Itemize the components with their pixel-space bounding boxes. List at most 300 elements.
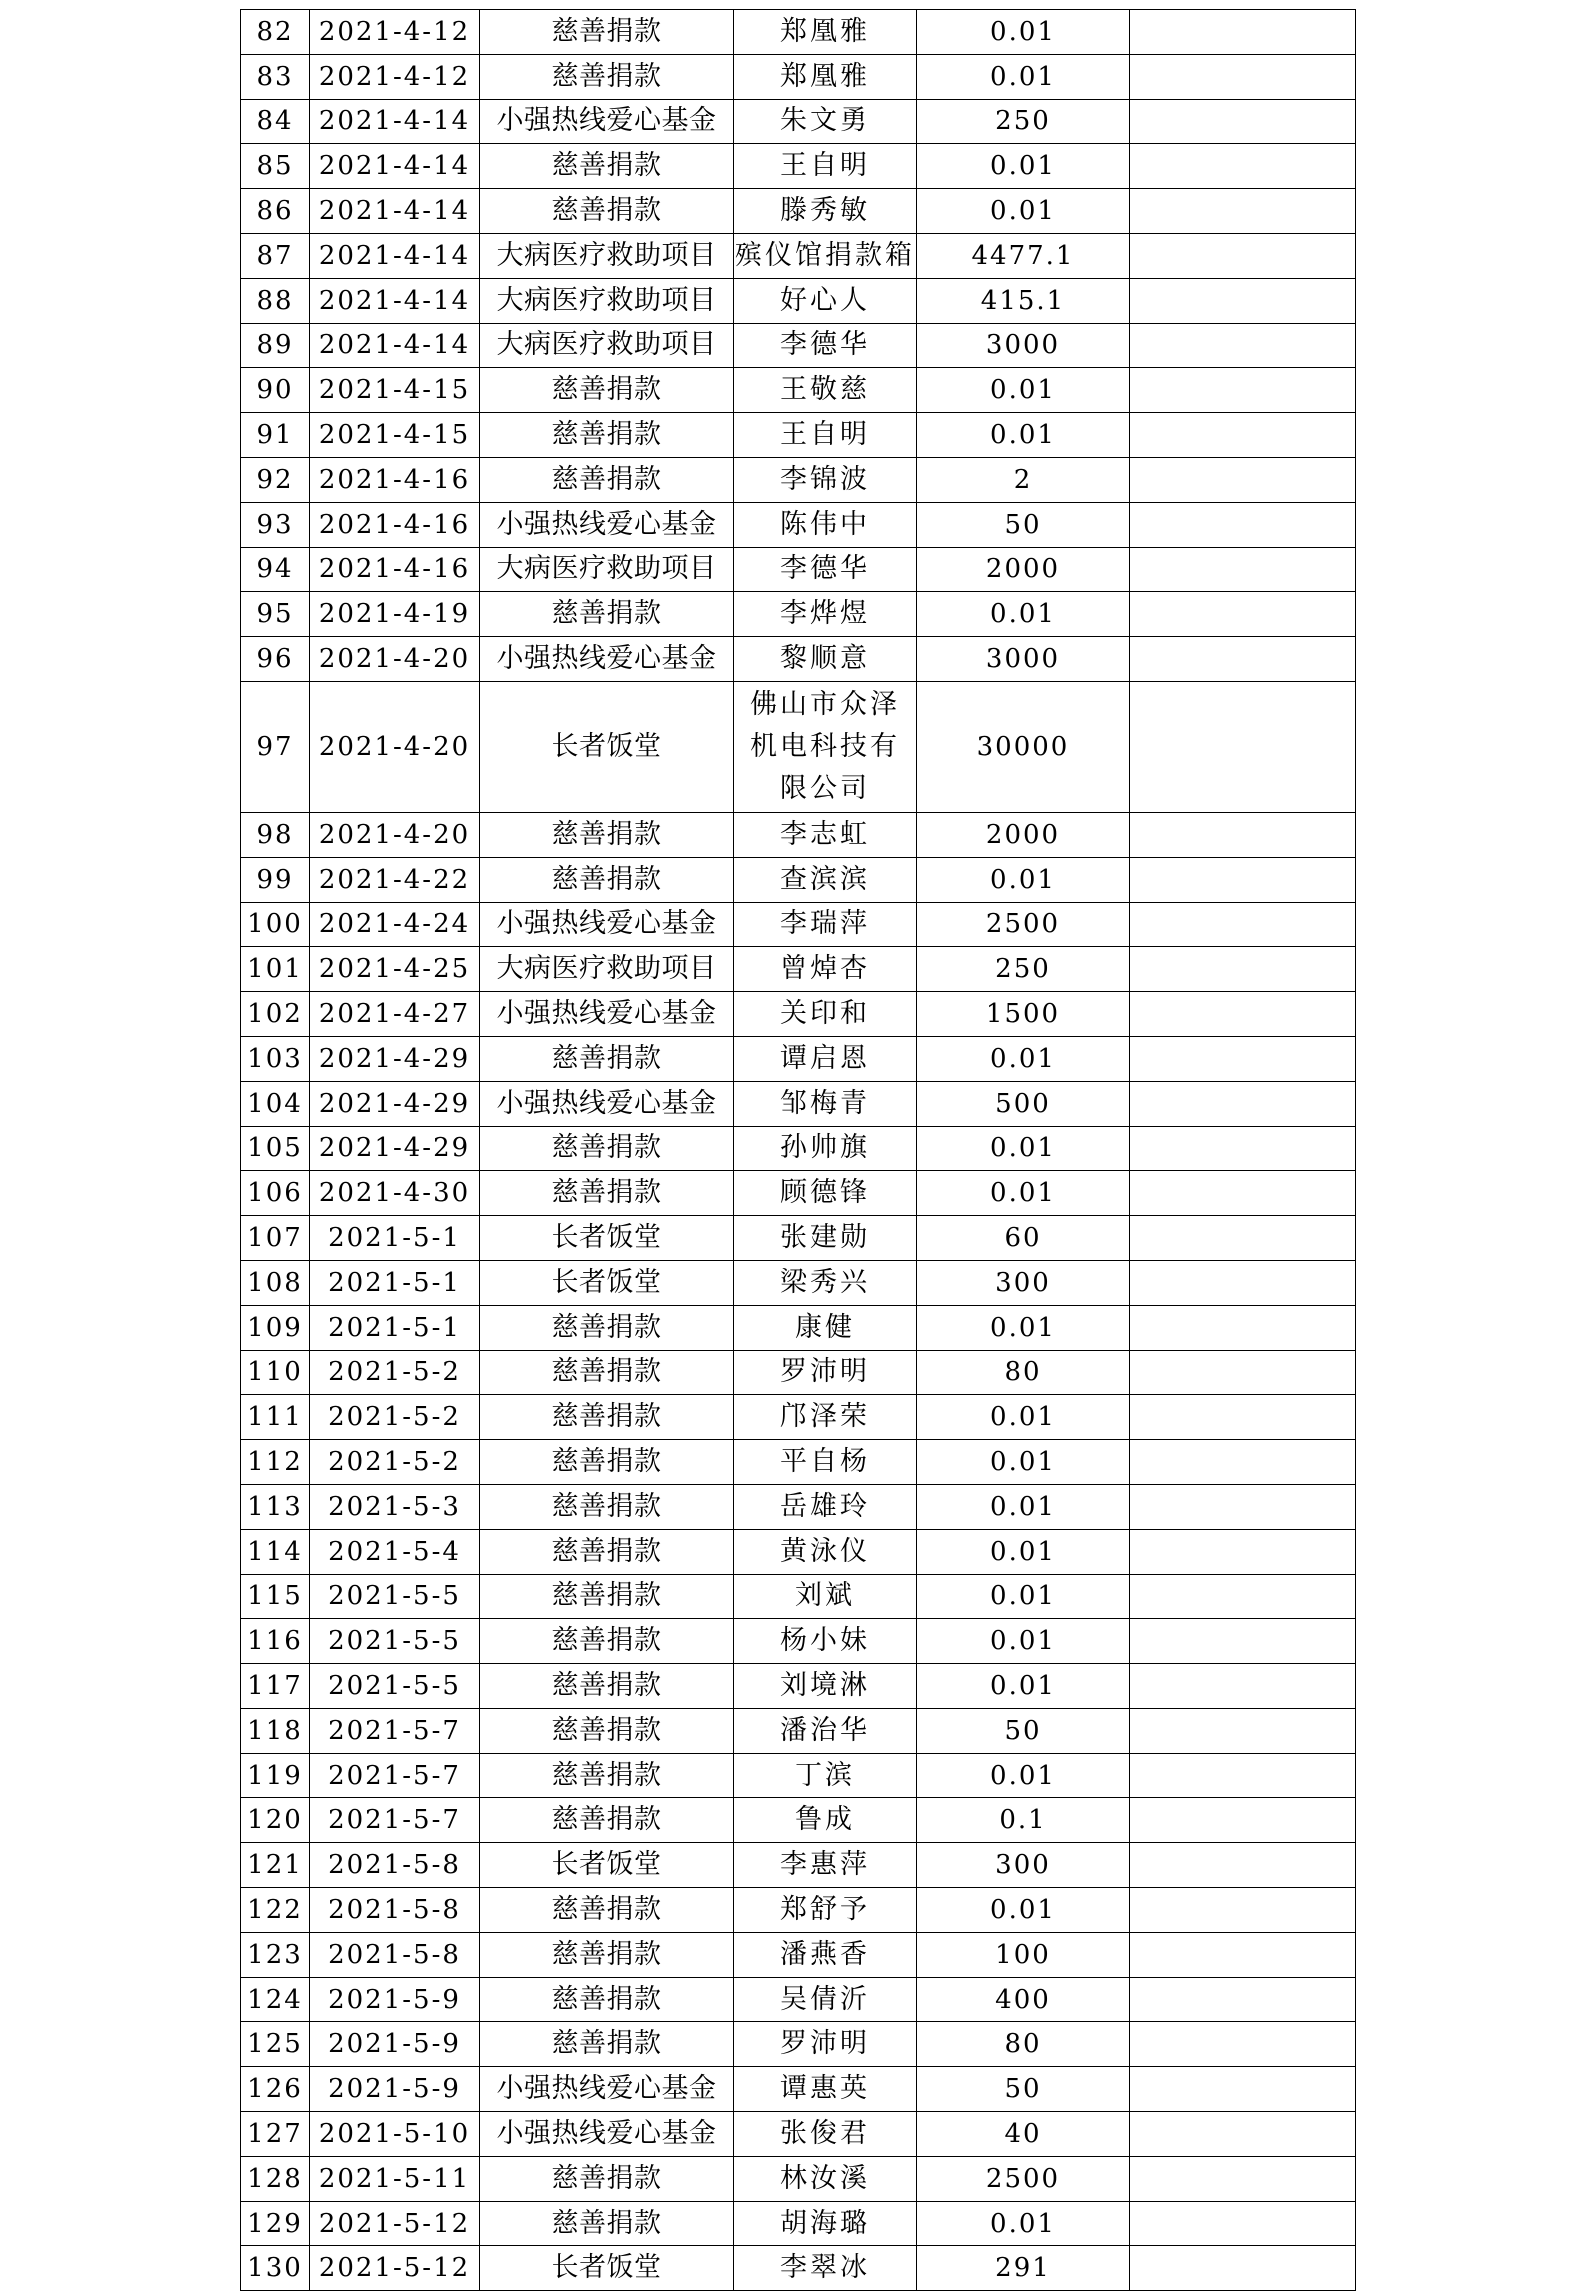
table-row (241, 681, 1356, 812)
cell-note (1130, 547, 1356, 592)
cell-date: 2021-5-1 (310, 1305, 480, 1350)
cell-note (1130, 2067, 1356, 2112)
cell-date: 2021-5-1 (310, 1260, 480, 1305)
cell-note (1130, 812, 1356, 857)
cell-number: 94 (241, 547, 310, 592)
table-row (241, 1888, 1356, 1933)
table-row (241, 2201, 1356, 2246)
cell-note (1130, 144, 1356, 189)
table-row (241, 368, 1356, 413)
cell-amount: 80 (917, 1350, 1130, 1395)
cell-amount: 0.01 (917, 1440, 1130, 1485)
table-row (241, 278, 1356, 323)
cell-note (1130, 1843, 1356, 1888)
cell-donor: 曾焯杏 (734, 947, 917, 992)
cell-amount: 50 (917, 502, 1130, 547)
cell-note (1130, 2246, 1356, 2291)
cell-donor: 佛山市众泽机电科技有限公司 (734, 681, 917, 812)
cell-note (1130, 1126, 1356, 1171)
cell-amount: 3000 (917, 637, 1130, 682)
cell-amount: 0.01 (917, 857, 1130, 902)
table-row (241, 99, 1356, 144)
cell-date: 2021-4-20 (310, 637, 480, 682)
cell-donor: 平自杨 (734, 1440, 917, 1485)
cell-note (1130, 1932, 1356, 1977)
cell-amount: 0.01 (917, 1753, 1130, 1798)
cell-date: 2021-5-7 (310, 1708, 480, 1753)
table-row (241, 2022, 1356, 2067)
cell-date: 2021-5-4 (310, 1529, 480, 1574)
cell-date: 2021-5-12 (310, 2201, 480, 2246)
cell-date: 2021-4-14 (310, 144, 480, 189)
cell-project: 小强热线爱心基金 (480, 2112, 734, 2157)
cell-amount: 100 (917, 1932, 1130, 1977)
cell-donor: 李德华 (734, 323, 917, 368)
cell-number: 89 (241, 323, 310, 368)
cell-date: 2021-4-15 (310, 368, 480, 413)
cell-note (1130, 1216, 1356, 1261)
cell-amount: 30000 (917, 681, 1130, 812)
cell-donor: 李惠萍 (734, 1843, 917, 1888)
cell-number: 128 (241, 2156, 310, 2201)
table-row (241, 1619, 1356, 1664)
cell-amount: 0.1 (917, 1798, 1130, 1843)
cell-project: 慈善捐款 (480, 1350, 734, 1395)
cell-donor: 李瑞萍 (734, 902, 917, 947)
cell-number: 124 (241, 1977, 310, 2022)
cell-donor: 杨小妹 (734, 1619, 917, 1664)
table-row (241, 547, 1356, 592)
table-row (241, 1484, 1356, 1529)
cell-number: 123 (241, 1932, 310, 1977)
cell-date: 2021-4-16 (310, 547, 480, 592)
cell-project: 长者饭堂 (480, 1260, 734, 1305)
cell-note (1130, 947, 1356, 992)
cell-number: 130 (241, 2246, 310, 2291)
table-row (241, 2246, 1356, 2291)
cell-number: 100 (241, 902, 310, 947)
table-row (241, 457, 1356, 502)
cell-amount: 2000 (917, 812, 1130, 857)
cell-donor: 谭启恩 (734, 1036, 917, 1081)
cell-donor: 吴倩沂 (734, 1977, 917, 2022)
cell-project: 慈善捐款 (480, 592, 734, 637)
cell-note (1130, 902, 1356, 947)
table-row (241, 502, 1356, 547)
cell-date: 2021-4-20 (310, 681, 480, 812)
cell-number: 119 (241, 1753, 310, 1798)
cell-amount: 4477.1 (917, 233, 1130, 278)
cell-note (1130, 2156, 1356, 2201)
table-row (241, 1081, 1356, 1126)
cell-amount: 300 (917, 1260, 1130, 1305)
table-row (241, 1932, 1356, 1977)
cell-project: 小强热线爱心基金 (480, 99, 734, 144)
cell-project: 慈善捐款 (480, 2022, 734, 2067)
cell-project: 慈善捐款 (480, 1440, 734, 1485)
cell-amount: 0.01 (917, 2201, 1130, 2246)
cell-note (1130, 992, 1356, 1037)
cell-project: 慈善捐款 (480, 1574, 734, 1619)
cell-project: 慈善捐款 (480, 1977, 734, 2022)
cell-donor: 邝泽荣 (734, 1395, 917, 1440)
cell-number: 92 (241, 457, 310, 502)
cell-donor: 李志虹 (734, 812, 917, 857)
cell-note (1130, 278, 1356, 323)
cell-donor: 郑凰雅 (734, 10, 917, 55)
cell-note (1130, 189, 1356, 234)
cell-date: 2021-4-29 (310, 1036, 480, 1081)
cell-date: 2021-5-8 (310, 1843, 480, 1888)
cell-donor: 李德华 (734, 547, 917, 592)
table-row (241, 992, 1356, 1037)
cell-number: 85 (241, 144, 310, 189)
cell-number: 122 (241, 1888, 310, 1933)
cell-number: 98 (241, 812, 310, 857)
table-row (241, 1395, 1356, 1440)
table-row (241, 902, 1356, 947)
cell-amount: 2500 (917, 902, 1130, 947)
table-row (241, 1036, 1356, 1081)
cell-amount: 0.01 (917, 1036, 1130, 1081)
cell-number: 129 (241, 2201, 310, 2246)
table-row (241, 144, 1356, 189)
cell-date: 2021-5-8 (310, 1888, 480, 1933)
cell-note (1130, 592, 1356, 637)
cell-donor: 王自明 (734, 413, 917, 458)
cell-note (1130, 1081, 1356, 1126)
cell-number: 88 (241, 278, 310, 323)
table-row (241, 1260, 1356, 1305)
table-row (241, 2112, 1356, 2157)
cell-date: 2021-4-14 (310, 233, 480, 278)
cell-date: 2021-5-12 (310, 2246, 480, 2291)
table-row (241, 1753, 1356, 1798)
cell-amount: 1500 (917, 992, 1130, 1037)
cell-amount: 50 (917, 1708, 1130, 1753)
cell-date: 2021-5-1 (310, 1216, 480, 1261)
cell-donor: 张俊君 (734, 2112, 917, 2157)
cell-date: 2021-4-19 (310, 592, 480, 637)
cell-project: 慈善捐款 (480, 1305, 734, 1350)
cell-number: 101 (241, 947, 310, 992)
cell-note (1130, 1440, 1356, 1485)
donation-table (240, 9, 1356, 2291)
cell-amount: 2000 (917, 547, 1130, 592)
cell-amount: 400 (917, 1977, 1130, 2022)
cell-amount: 40 (917, 2112, 1130, 2157)
cell-project: 慈善捐款 (480, 10, 734, 55)
cell-project: 慈善捐款 (480, 144, 734, 189)
cell-note (1130, 368, 1356, 413)
cell-project: 慈善捐款 (480, 1395, 734, 1440)
cell-project: 大病医疗救助项目 (480, 547, 734, 592)
table-row (241, 54, 1356, 99)
cell-project: 慈善捐款 (480, 413, 734, 458)
cell-project: 大病医疗救助项目 (480, 233, 734, 278)
cell-date: 2021-5-9 (310, 2067, 480, 2112)
cell-number: 96 (241, 637, 310, 682)
cell-number: 110 (241, 1350, 310, 1395)
table-row (241, 1708, 1356, 1753)
cell-donor: 林汝溪 (734, 2156, 917, 2201)
cell-note (1130, 457, 1356, 502)
cell-number: 91 (241, 413, 310, 458)
cell-number: 113 (241, 1484, 310, 1529)
cell-date: 2021-4-15 (310, 413, 480, 458)
table-row (241, 1440, 1356, 1485)
table-row (241, 857, 1356, 902)
cell-date: 2021-4-24 (310, 902, 480, 947)
cell-number: 118 (241, 1708, 310, 1753)
cell-note (1130, 99, 1356, 144)
table-row (241, 2067, 1356, 2112)
cell-donor: 罗沛明 (734, 1350, 917, 1395)
cell-date: 2021-5-2 (310, 1350, 480, 1395)
cell-amount: 250 (917, 99, 1130, 144)
cell-project: 长者饭堂 (480, 1843, 734, 1888)
cell-number: 82 (241, 10, 310, 55)
table-row (241, 1305, 1356, 1350)
cell-project: 慈善捐款 (480, 2201, 734, 2246)
cell-project: 小强热线爱心基金 (480, 637, 734, 682)
cell-donor: 鲁成 (734, 1798, 917, 1843)
cell-amount: 0.01 (917, 1126, 1130, 1171)
cell-donor: 丁滨 (734, 1753, 917, 1798)
cell-amount: 2500 (917, 2156, 1130, 2201)
cell-amount: 0.01 (917, 1529, 1130, 1574)
cell-date: 2021-5-8 (310, 1932, 480, 1977)
cell-amount: 0.01 (917, 1619, 1130, 1664)
cell-project: 慈善捐款 (480, 1484, 734, 1529)
cell-project: 慈善捐款 (480, 1171, 734, 1216)
table-row (241, 1126, 1356, 1171)
cell-number: 117 (241, 1664, 310, 1709)
cell-project: 慈善捐款 (480, 1529, 734, 1574)
cell-number: 111 (241, 1395, 310, 1440)
cell-donor: 梁秀兴 (734, 1260, 917, 1305)
cell-amount: 0.01 (917, 592, 1130, 637)
cell-amount: 0.01 (917, 10, 1130, 55)
cell-date: 2021-4-14 (310, 99, 480, 144)
cell-donor: 孙帅旗 (734, 1126, 917, 1171)
cell-date: 2021-5-3 (310, 1484, 480, 1529)
cell-date: 2021-4-12 (310, 54, 480, 99)
cell-note (1130, 1484, 1356, 1529)
cell-note (1130, 1260, 1356, 1305)
cell-number: 104 (241, 1081, 310, 1126)
cell-note (1130, 1529, 1356, 1574)
cell-amount: 0.01 (917, 1171, 1130, 1216)
cell-number: 115 (241, 1574, 310, 1619)
cell-amount: 0.01 (917, 144, 1130, 189)
cell-project: 小强热线爱心基金 (480, 502, 734, 547)
cell-date: 2021-5-7 (310, 1798, 480, 1843)
table-row (241, 1216, 1356, 1261)
cell-project: 大病医疗救助项目 (480, 323, 734, 368)
cell-number: 105 (241, 1126, 310, 1171)
cell-date: 2021-5-9 (310, 2022, 480, 2067)
cell-number: 106 (241, 1171, 310, 1216)
cell-amount: 80 (917, 2022, 1130, 2067)
cell-amount: 0.01 (917, 1574, 1130, 1619)
cell-project: 慈善捐款 (480, 1708, 734, 1753)
cell-donor: 关印和 (734, 992, 917, 1037)
cell-donor: 谭惠英 (734, 2067, 917, 2112)
cell-project: 小强热线爱心基金 (480, 992, 734, 1037)
cell-donor: 李烨煜 (734, 592, 917, 637)
cell-note (1130, 2112, 1356, 2157)
cell-number: 112 (241, 1440, 310, 1485)
cell-note (1130, 1798, 1356, 1843)
cell-number: 84 (241, 99, 310, 144)
cell-number: 120 (241, 1798, 310, 1843)
cell-number: 83 (241, 54, 310, 99)
table-row (241, 1350, 1356, 1395)
cell-note (1130, 1753, 1356, 1798)
cell-project: 慈善捐款 (480, 457, 734, 502)
cell-donor: 朱文勇 (734, 99, 917, 144)
cell-note (1130, 502, 1356, 547)
cell-date: 2021-5-2 (310, 1440, 480, 1485)
cell-number: 97 (241, 681, 310, 812)
cell-donor: 张建勋 (734, 1216, 917, 1261)
cell-note (1130, 2022, 1356, 2067)
cell-donor: 李翠冰 (734, 2246, 917, 2291)
cell-project: 小强热线爱心基金 (480, 2067, 734, 2112)
cell-date: 2021-4-29 (310, 1126, 480, 1171)
cell-project: 慈善捐款 (480, 1798, 734, 1843)
cell-amount: 0.01 (917, 368, 1130, 413)
cell-amount: 300 (917, 1843, 1130, 1888)
cell-project: 长者饭堂 (480, 681, 734, 812)
cell-project: 慈善捐款 (480, 368, 734, 413)
table-row (241, 323, 1356, 368)
cell-donor: 李锦波 (734, 457, 917, 502)
cell-date: 2021-5-5 (310, 1664, 480, 1709)
cell-date: 2021-4-22 (310, 857, 480, 902)
cell-donor: 好心人 (734, 278, 917, 323)
cell-project: 大病医疗救助项目 (480, 947, 734, 992)
table-row (241, 1171, 1356, 1216)
cell-note (1130, 857, 1356, 902)
cell-project: 慈善捐款 (480, 2156, 734, 2201)
cell-amount: 250 (917, 947, 1130, 992)
cell-note (1130, 681, 1356, 812)
cell-date: 2021-5-10 (310, 2112, 480, 2157)
cell-number: 103 (241, 1036, 310, 1081)
cell-donor: 潘治华 (734, 1708, 917, 1753)
cell-number: 108 (241, 1260, 310, 1305)
cell-number: 93 (241, 502, 310, 547)
cell-date: 2021-5-5 (310, 1619, 480, 1664)
table-row (241, 1977, 1356, 2022)
cell-date: 2021-4-20 (310, 812, 480, 857)
cell-project: 慈善捐款 (480, 1932, 734, 1977)
cell-date: 2021-4-14 (310, 189, 480, 234)
cell-project: 慈善捐款 (480, 1126, 734, 1171)
cell-project: 小强热线爱心基金 (480, 902, 734, 947)
cell-number: 109 (241, 1305, 310, 1350)
cell-note (1130, 323, 1356, 368)
cell-date: 2021-5-9 (310, 1977, 480, 2022)
cell-donor: 潘燕香 (734, 1932, 917, 1977)
cell-project: 小强热线爱心基金 (480, 1081, 734, 1126)
cell-donor: 顾德锋 (734, 1171, 917, 1216)
cell-number: 127 (241, 2112, 310, 2157)
table-row (241, 413, 1356, 458)
cell-donor: 岳雄玲 (734, 1484, 917, 1529)
cell-project: 长者饭堂 (480, 1216, 734, 1261)
cell-amount: 291 (917, 2246, 1130, 2291)
cell-amount: 0.01 (917, 413, 1130, 458)
cell-donor: 刘斌 (734, 1574, 917, 1619)
cell-amount: 500 (917, 1081, 1130, 1126)
cell-amount: 0.01 (917, 1395, 1130, 1440)
cell-donor: 黄泳仪 (734, 1529, 917, 1574)
table-row (241, 1798, 1356, 1843)
cell-project: 慈善捐款 (480, 812, 734, 857)
cell-note (1130, 1036, 1356, 1081)
cell-amount: 0.01 (917, 1484, 1130, 1529)
cell-note (1130, 54, 1356, 99)
table-row (241, 1843, 1356, 1888)
cell-date: 2021-5-2 (310, 1395, 480, 1440)
cell-number: 102 (241, 992, 310, 1037)
cell-amount: 60 (917, 1216, 1130, 1261)
cell-amount: 0.01 (917, 1664, 1130, 1709)
cell-note (1130, 1305, 1356, 1350)
table-row (241, 947, 1356, 992)
cell-note (1130, 1574, 1356, 1619)
cell-note (1130, 1888, 1356, 1933)
cell-amount: 3000 (917, 323, 1130, 368)
table-row (241, 1574, 1356, 1619)
cell-donor: 胡海璐 (734, 2201, 917, 2246)
cell-note (1130, 10, 1356, 55)
cell-date: 2021-4-27 (310, 992, 480, 1037)
cell-date: 2021-4-16 (310, 502, 480, 547)
cell-project: 慈善捐款 (480, 189, 734, 234)
table-row (241, 2156, 1356, 2201)
cell-number: 116 (241, 1619, 310, 1664)
cell-date: 2021-4-12 (310, 10, 480, 55)
table-row (241, 592, 1356, 637)
cell-amount: 0.01 (917, 189, 1130, 234)
cell-number: 86 (241, 189, 310, 234)
cell-donor: 陈伟中 (734, 502, 917, 547)
cell-note (1130, 233, 1356, 278)
cell-number: 114 (241, 1529, 310, 1574)
cell-donor: 王敬慈 (734, 368, 917, 413)
cell-amount: 415.1 (917, 278, 1130, 323)
cell-date: 2021-4-29 (310, 1081, 480, 1126)
cell-number: 125 (241, 2022, 310, 2067)
cell-number: 99 (241, 857, 310, 902)
cell-date: 2021-4-30 (310, 1171, 480, 1216)
cell-amount: 2 (917, 457, 1130, 502)
cell-project: 慈善捐款 (480, 1664, 734, 1709)
table-row (241, 1664, 1356, 1709)
cell-number: 87 (241, 233, 310, 278)
cell-number: 107 (241, 1216, 310, 1261)
table-row (241, 10, 1356, 55)
cell-donor: 殡仪馆捐款箱 (734, 233, 917, 278)
cell-note (1130, 413, 1356, 458)
cell-donor: 邹梅青 (734, 1081, 917, 1126)
cell-amount: 0.01 (917, 1305, 1130, 1350)
cell-note (1130, 1977, 1356, 2022)
